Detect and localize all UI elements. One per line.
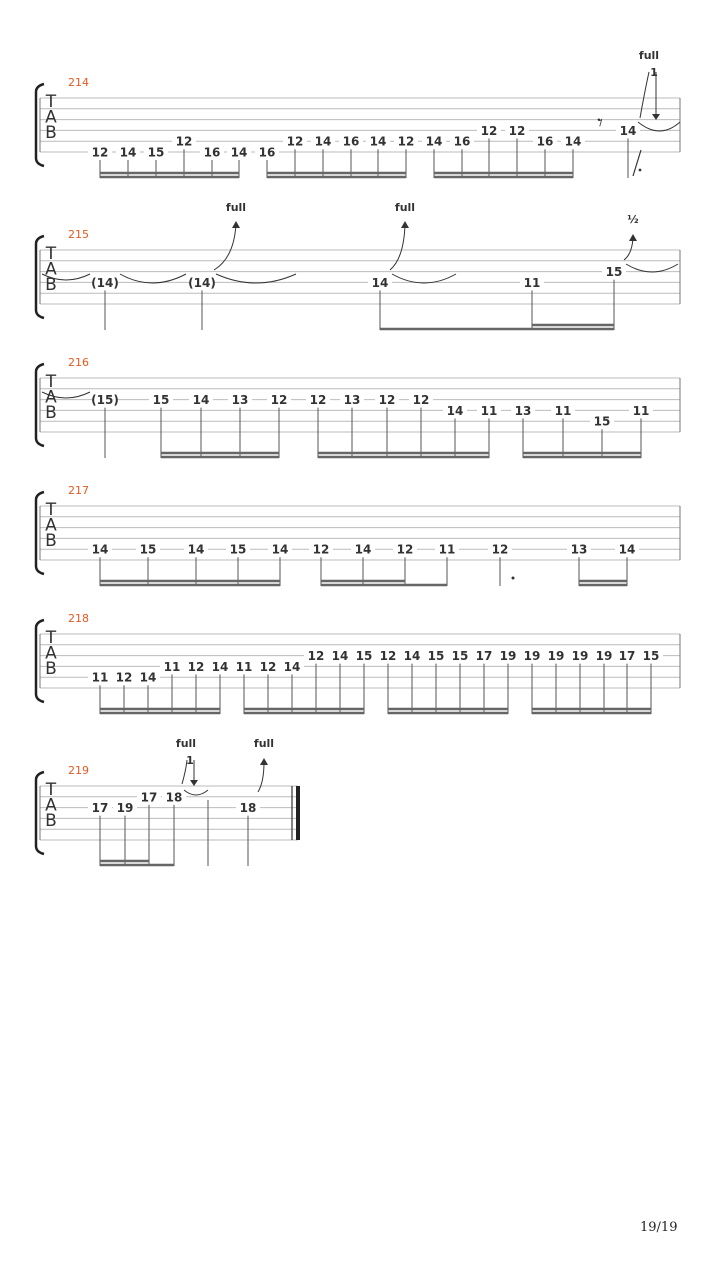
fret-number: 19 (116, 801, 134, 816)
fret-number: 11 (523, 275, 541, 290)
tab-clef-letter: A (45, 387, 57, 408)
fret-number: 12 (480, 123, 498, 138)
fret-number: 14 (211, 659, 229, 674)
tie-arc (638, 122, 680, 131)
tab-clef-letter: B (45, 531, 57, 551)
bend-release-amount: 1 (650, 66, 658, 79)
fret-number: 15 (427, 649, 445, 664)
fret-number: 14 (192, 393, 210, 408)
fret-number: 14 (91, 542, 109, 557)
fret-number: 14 (187, 542, 205, 557)
fret-number: 11 (235, 659, 253, 674)
fret-number: 12 (491, 542, 509, 557)
fret-number: 17 (618, 649, 636, 664)
tie-arc (626, 264, 678, 272)
fret-number: 14 (619, 123, 637, 138)
bend-arrow-up (182, 760, 187, 784)
fret-number: 15 (642, 649, 660, 664)
fret-number: 13 (231, 393, 249, 408)
fret-number: 12 (309, 393, 327, 408)
fret-number: 15 (605, 265, 623, 280)
tab-clef-letter: T (45, 372, 57, 392)
fret-number: 11 (632, 403, 650, 418)
fret-number: 19 (523, 649, 541, 664)
fret-number: 16 (203, 145, 221, 160)
fret-number: 12 (286, 134, 304, 149)
tab-clef-letter: T (45, 628, 57, 648)
bend-arrow (258, 762, 264, 792)
system-214 (36, 76, 680, 178)
bend-amount-label: full (225, 201, 247, 214)
dot (639, 169, 642, 172)
fret-number: 15 (355, 649, 373, 664)
tab-clef-letter: A (45, 259, 57, 280)
system-218 (36, 612, 680, 714)
fret-number: 15 (152, 393, 170, 408)
page-number: 19/19 (640, 1220, 678, 1235)
fret-number: 14 (371, 275, 389, 290)
arrowhead (401, 221, 409, 228)
fret-number: 11 (480, 403, 498, 418)
fret-number: 14 (139, 670, 157, 685)
tab-clef-letter: A (45, 107, 57, 128)
measure-number: 215 (68, 228, 89, 241)
fret-number: 12 (307, 649, 325, 664)
tie-arc (216, 274, 296, 283)
fret-number: 14 (314, 134, 332, 149)
fret-number: 17 (475, 649, 493, 664)
measure-number: 214 (68, 76, 89, 89)
fret-number: 11 (91, 670, 109, 685)
fret-number: 15 (139, 542, 157, 557)
fret-number: 11 (438, 542, 456, 557)
bend-arrow-up (640, 72, 649, 118)
fret-number: 16 (453, 134, 471, 149)
bend-amount-label: full (638, 49, 660, 62)
measure-number: 218 (68, 612, 89, 625)
tie-arc (120, 274, 186, 283)
fret-number: 12 (91, 145, 109, 160)
fret-number: 11 (554, 403, 572, 418)
tab-clef-letter: B (45, 275, 57, 295)
fret-number: 12 (397, 134, 415, 149)
note-flag (633, 150, 641, 176)
fret-number: 14 (369, 134, 387, 149)
fret-number: 14 (425, 134, 443, 149)
fret-number: 12 (187, 659, 205, 674)
fret-number: 15 (593, 414, 611, 429)
system-219 (36, 764, 298, 866)
fret-number: 19 (547, 649, 565, 664)
arrowhead (190, 780, 198, 786)
tab-clef-letter: T (45, 92, 57, 112)
tab-clef-letter: B (45, 659, 57, 679)
augmentation-dot (512, 577, 515, 580)
fret-number: 14 (354, 542, 372, 557)
bend-amount-label: full (253, 737, 275, 750)
fret-number: 19 (571, 649, 589, 664)
fret-number: 14 (446, 403, 464, 418)
fret-number: 17 (140, 790, 158, 805)
bend-arrow (214, 224, 236, 270)
fret-number: 14 (564, 134, 582, 149)
arrowhead (629, 234, 637, 241)
tab-clef-letter: A (45, 515, 57, 536)
fret-number: 14 (119, 145, 137, 160)
fret-number: 14 (271, 542, 289, 557)
fret-number: 19 (595, 649, 613, 664)
fret-number: 18 (165, 790, 183, 805)
bend-amount-label: ½ (627, 213, 639, 226)
fret-number: 16 (342, 134, 360, 149)
eighth-rest: 𝄾 (597, 111, 603, 136)
fret-number: 14 (230, 145, 248, 160)
fret-number: (15) (91, 393, 119, 408)
tab-clef-letter: A (45, 795, 57, 816)
tab-clef-letter: B (45, 123, 57, 143)
fret-number: 14 (283, 659, 301, 674)
fret-number: (14) (91, 275, 119, 290)
tab-clef-letter: T (45, 244, 57, 264)
fret-number: 11 (163, 659, 181, 674)
arrowhead (260, 758, 268, 765)
fret-number: (14) (188, 275, 216, 290)
measure-number: 217 (68, 484, 89, 497)
tab-clef-letter: B (45, 403, 57, 423)
fret-number: 17 (91, 801, 109, 816)
fret-number: 12 (412, 393, 430, 408)
measure-number: 219 (68, 764, 89, 777)
fret-number: 12 (379, 649, 397, 664)
fret-number: 12 (175, 134, 193, 149)
fret-number: 12 (508, 123, 526, 138)
fret-number: 12 (270, 393, 288, 408)
fret-number: 13 (514, 403, 532, 418)
fret-number: 12 (396, 542, 414, 557)
bend-amount-label: full (175, 737, 197, 750)
system-217 (36, 484, 680, 586)
fret-number: 15 (451, 649, 469, 664)
system-215 (36, 228, 680, 330)
fret-number: 14 (331, 649, 349, 664)
fret-number: 16 (536, 134, 554, 149)
system-216 (36, 356, 680, 458)
systems-layer (36, 49, 680, 866)
measure-number: 216 (68, 356, 89, 369)
fret-number: 19 (499, 649, 517, 664)
bend-amount-label: full (394, 201, 416, 214)
bend-arrow (390, 224, 405, 270)
fret-number: 14 (403, 649, 421, 664)
tie-arc (184, 790, 208, 795)
fret-number: 12 (115, 670, 133, 685)
tab-clef-letter: B (45, 811, 57, 831)
tab-clef-letter: T (45, 500, 57, 520)
fret-number: 16 (258, 145, 276, 160)
tab-clef-letter: A (45, 643, 57, 664)
tie-arc (392, 274, 456, 283)
fret-number: 15 (229, 542, 247, 557)
bend-release-amount: 1 (186, 754, 194, 767)
fret-number: 12 (378, 393, 396, 408)
tab-clef-letter: T (45, 780, 57, 800)
fret-number: 18 (239, 801, 257, 816)
fret-number: 12 (312, 542, 330, 557)
fret-number: 13 (343, 393, 361, 408)
bend-arrow (624, 238, 633, 260)
fret-number: 14 (618, 542, 636, 557)
fret-number: 12 (259, 659, 277, 674)
fret-number: 15 (147, 145, 165, 160)
arrowhead (232, 221, 240, 228)
fret-number: 13 (570, 542, 588, 557)
